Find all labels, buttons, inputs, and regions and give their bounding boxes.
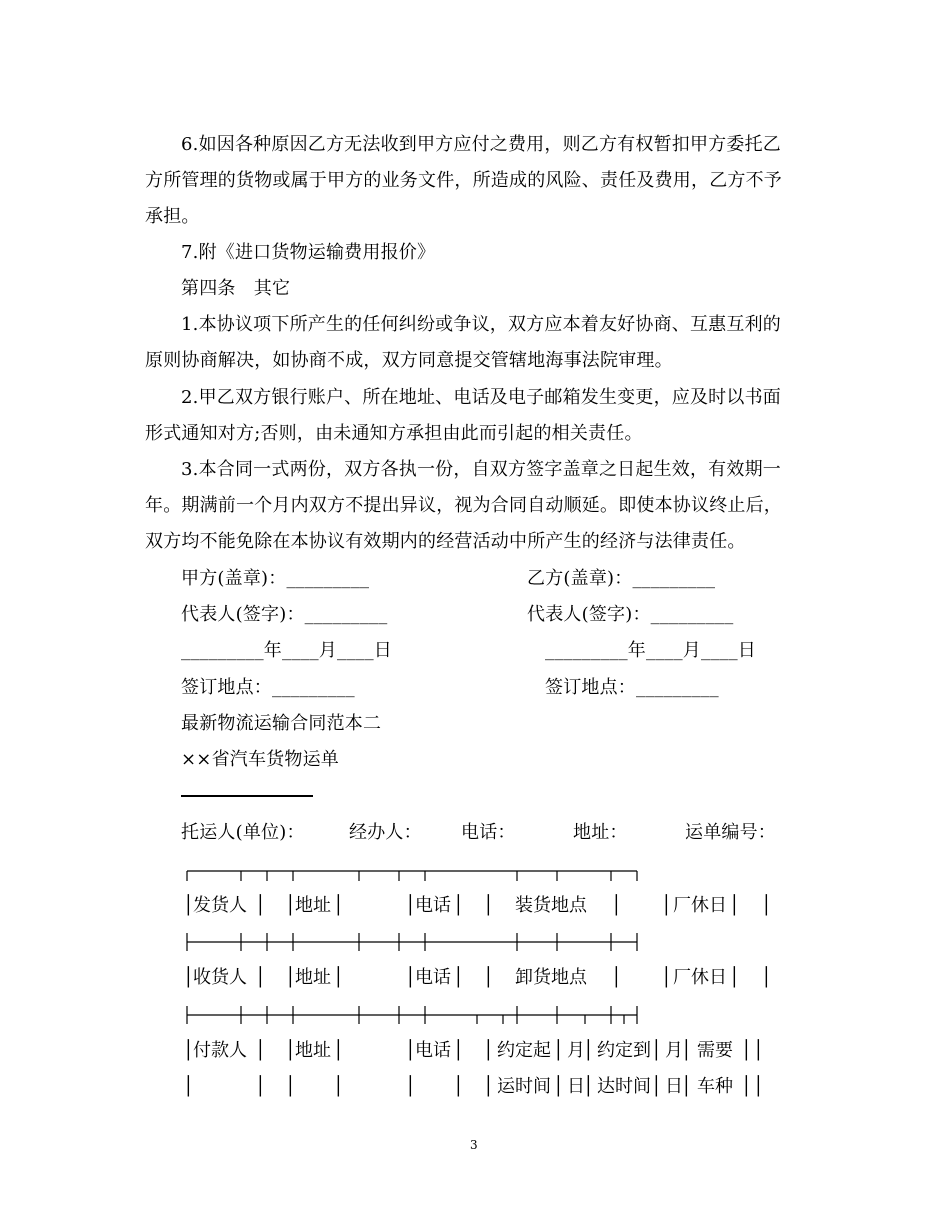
table-cell: 地址 [295, 967, 331, 988]
table-cell: 约定起 [497, 1040, 551, 1061]
table-vbar: │ [183, 1076, 194, 1097]
table-vbar: │ [661, 967, 672, 988]
shipper-unit-label: 托运人(单位)： [181, 822, 305, 843]
table-vbar: │ [333, 967, 344, 988]
party-a-date: _________年____月____日 [181, 640, 392, 661]
address-label: 地址： [573, 822, 628, 843]
table-cell: 月 [665, 1040, 683, 1061]
table-vbar: │ [405, 1076, 416, 1097]
paragraph-line: 年。期满前一个月内双方不提出异议，视为合同自动顺延。即使本协议终止后， [145, 495, 782, 516]
section-heading: 第四条 其它 [181, 278, 291, 299]
table-cell: 付款人 [193, 1040, 247, 1061]
table-vbar: │ [483, 1040, 494, 1061]
table-vbar: │ [255, 895, 266, 916]
table-cell: 约定到 [597, 1040, 651, 1061]
table-vbar: │ [651, 1076, 662, 1097]
paragraph-line: 1.本协议项下所产生的任何纠纷或争议，双方应本着友好协商、互惠互利的 [181, 314, 781, 335]
table-cell: 月 [567, 1040, 585, 1061]
table-vbar: │ [255, 967, 266, 988]
table-cell: 地址 [295, 895, 331, 916]
table-cell: 车种 [697, 1076, 733, 1097]
table-vbar: │ [753, 1040, 764, 1061]
table-vbar: │ [611, 967, 622, 988]
handler-label: 经办人： [349, 822, 422, 843]
table-cell: 卸货地点 [515, 967, 587, 988]
table-vbar: │ [681, 1076, 692, 1097]
table-vbar: │ [285, 1076, 296, 1097]
table-cell: 需要 [697, 1040, 733, 1061]
paragraph-line: 双方均不能免除在本协议有效期内的经营活动中所产生的经济与法律责任。 [145, 531, 746, 552]
paragraph-line: 2.甲乙双方银行账户、所在地址、电话及电子邮箱发生变更，应及时以书面 [181, 387, 781, 408]
table-vbar: │ [183, 895, 194, 916]
page-number: 3 [470, 1138, 478, 1152]
table-cell: 日 [665, 1076, 683, 1097]
table-vbar: │ [285, 967, 296, 988]
table-vbar: │ [553, 1076, 564, 1097]
table-cell: 日 [567, 1076, 585, 1097]
table-vbar: │ [729, 895, 740, 916]
form-title: ××省汽车货物运单 [181, 749, 339, 770]
waybill-number-label: 运单编号： [685, 822, 776, 843]
table-vbar: │ [183, 967, 194, 988]
table-vbar: │ [583, 1040, 594, 1061]
party-b-date: _________年____月____日 [545, 640, 756, 661]
party-a-representative: 代表人(签字)：_________ [181, 604, 388, 625]
table-vbar: │ [285, 1040, 296, 1061]
paragraph-line: 形式通知对方;否则，由未通知方承担由此而引起的相关责任。 [145, 423, 643, 444]
table-vbar: │ [405, 895, 416, 916]
table-vbar: │ [553, 1040, 564, 1061]
table-vbar: │ [255, 1076, 266, 1097]
paragraph-line: 承担。 [145, 206, 200, 227]
table-cell: 电话 [415, 1040, 451, 1061]
table-cell: 电话 [415, 895, 451, 916]
section-title: 最新物流运输合同范本二 [181, 713, 382, 734]
table-vbar: │ [611, 895, 622, 916]
table-cell: 厂休日 [673, 967, 727, 988]
table-vbar: │ [483, 1076, 494, 1097]
table-cell: 装货地点 [515, 895, 587, 916]
table-vbar: │ [661, 895, 672, 916]
party-b-sign-place: 签订地点：_________ [545, 677, 719, 698]
paragraph-line: 3.本合同一式两份，双方各执一份，自双方签字盖章之日起生效，有效期一 [181, 459, 781, 480]
table-vbar: │ [405, 1040, 416, 1061]
table-cell: 电话 [415, 967, 451, 988]
table-cell: 地址 [295, 1040, 331, 1061]
table-vbar: │ [651, 1040, 662, 1061]
party-a-seal: 甲方(盖章)：_________ [181, 568, 370, 589]
table-vbar: │ [285, 895, 296, 916]
table-vbar: │ [453, 895, 464, 916]
table-vbar: │ [741, 1076, 752, 1097]
table-vbar: │ [453, 967, 464, 988]
phone-label: 电话： [461, 822, 516, 843]
party-a-sign-place: 签订地点：_________ [181, 677, 355, 698]
table-vbar: │ [405, 967, 416, 988]
table-vbar: │ [741, 1040, 752, 1061]
table-vbar: │ [183, 1040, 194, 1061]
table-vbar: │ [333, 895, 344, 916]
table-vbar: │ [761, 895, 772, 916]
table-cell: 收货人 [193, 967, 247, 988]
table-cell: 厂休日 [673, 895, 727, 916]
table-vbar: │ [453, 1076, 464, 1097]
table-cell: 发货人 [193, 895, 247, 916]
table-vbar: │ [483, 967, 494, 988]
table-vbar: │ [583, 1076, 594, 1097]
table-vbar: │ [761, 967, 772, 988]
table-cell: 运时间 [497, 1076, 551, 1097]
party-b-seal: 乙方(盖章)：_________ [527, 568, 716, 589]
table-vbar: │ [729, 967, 740, 988]
table-vbar: │ [753, 1076, 764, 1097]
table-cell: 达时间 [597, 1076, 651, 1097]
party-b-representative: 代表人(签字)：_________ [527, 604, 734, 625]
paragraph-line: 6.如因各种原因乙方无法收到甲方应付之费用，则乙方有权暂扣甲方委托乙 [181, 134, 781, 155]
table-vbar: │ [681, 1040, 692, 1061]
table-vbar: │ [255, 1040, 266, 1061]
paragraph-line: 7.附《进口货物运输费用报价》 [181, 242, 436, 263]
paragraph-line: 原则协商解决，如协商不成，双方同意提交管辖地海事法院审理。 [145, 350, 673, 371]
table-vbar: │ [453, 1040, 464, 1061]
table-vbar: │ [333, 1040, 344, 1061]
table-vbar: │ [483, 895, 494, 916]
table-vbar: │ [333, 1076, 344, 1097]
paragraph-line: 方所管理的货物或属于甲方的业务文件，所造成的风险、责任及费用，乙方不予 [145, 170, 782, 191]
